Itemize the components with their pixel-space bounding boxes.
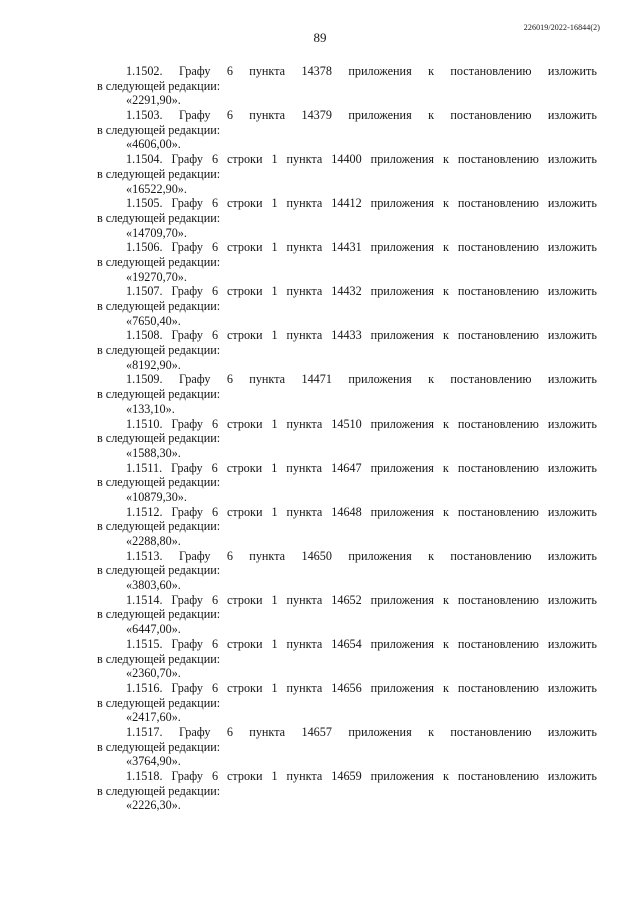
instruction-word: постановлению bbox=[450, 108, 532, 123]
instruction-word: строки bbox=[226, 460, 263, 475]
instruction-word: изложить bbox=[547, 284, 597, 299]
instruction-word: 1.1503. bbox=[126, 108, 163, 123]
instruction-word: пункта bbox=[286, 680, 323, 695]
instruction-word: 14652 bbox=[331, 592, 362, 607]
instruction-word: изложить bbox=[547, 724, 597, 739]
amendment-continuation: в следующей редакции: bbox=[97, 254, 221, 269]
instruction-word: к bbox=[442, 769, 449, 783]
instruction-word: постановлению bbox=[457, 152, 539, 167]
instruction-word: к bbox=[442, 328, 449, 343]
instruction-word: 1 bbox=[271, 196, 278, 211]
instruction-word: Графу bbox=[178, 108, 211, 123]
instruction-word: 6 bbox=[211, 152, 219, 167]
instruction-word: 1 bbox=[271, 416, 278, 431]
instruction-word: к bbox=[442, 196, 449, 211]
instruction-word: строки bbox=[226, 636, 263, 651]
instruction-word: постановлению bbox=[457, 416, 539, 431]
instruction-word: постановлению bbox=[450, 372, 532, 387]
amendment-item bbox=[97, 196, 597, 240]
instruction-word: приложения bbox=[370, 416, 435, 431]
instruction-word: 1.1516. bbox=[126, 680, 163, 695]
instruction-word: 1 bbox=[271, 240, 278, 255]
instruction-word: 1.1515. bbox=[126, 636, 163, 651]
instruction-word: 1.1513. bbox=[126, 548, 163, 563]
instruction-word: Графу bbox=[171, 416, 203, 431]
instruction-word: изложить bbox=[547, 240, 597, 255]
instruction-word: к bbox=[428, 548, 434, 563]
instruction-word: пункта bbox=[249, 64, 286, 78]
instruction-word: Графу bbox=[171, 240, 203, 255]
instruction-word: изложить bbox=[547, 460, 597, 475]
instruction-word: 6 bbox=[211, 416, 219, 431]
amendment-item bbox=[97, 593, 597, 637]
instruction-word: 6 bbox=[211, 240, 219, 255]
amendment-instruction-line bbox=[97, 417, 597, 432]
instruction-word: к bbox=[442, 680, 449, 695]
instruction-word: 1.1506. bbox=[126, 240, 163, 255]
instruction-word: приложения bbox=[370, 196, 435, 211]
instruction-word: приложения bbox=[370, 152, 435, 167]
instruction-word: строки bbox=[226, 416, 263, 431]
instruction-word: 14657 bbox=[301, 724, 332, 739]
instruction-word: изложить bbox=[547, 592, 597, 607]
amendment-continuation: в следующей редакции: bbox=[97, 519, 221, 534]
amendment-continuation: в следующей редакции: bbox=[97, 343, 221, 358]
amendment-item bbox=[97, 64, 597, 108]
amendment-item bbox=[97, 152, 597, 196]
instruction-word: постановлению bbox=[457, 240, 539, 255]
instruction-word: Графу bbox=[171, 769, 203, 783]
amendment-instruction-line bbox=[97, 196, 597, 211]
amendment-list bbox=[97, 64, 597, 813]
instruction-word: Графу bbox=[178, 548, 211, 563]
amendment-value: «2417,60». bbox=[126, 710, 181, 725]
instruction-word: пункта bbox=[286, 769, 323, 783]
instruction-word: приложения bbox=[370, 460, 434, 475]
amendment-value: «133,10». bbox=[126, 401, 175, 416]
instruction-word: к bbox=[428, 372, 434, 387]
instruction-word: строки bbox=[226, 680, 263, 695]
instruction-word: 1.1507. bbox=[126, 284, 163, 299]
amendment-continuation: в следующей редакции: bbox=[97, 210, 221, 225]
amendment-continuation: в следующей редакции: bbox=[97, 387, 221, 402]
instruction-word: 6 bbox=[226, 108, 233, 123]
instruction-word: 1.1505. bbox=[126, 196, 163, 211]
instruction-word: изложить bbox=[547, 416, 597, 431]
amendment-item bbox=[97, 461, 597, 505]
instruction-word: 14656 bbox=[331, 680, 362, 695]
instruction-word: Графу bbox=[178, 372, 211, 387]
amendment-value: «1588,30». bbox=[126, 445, 181, 460]
amendment-instruction-line bbox=[97, 769, 597, 784]
amendment-instruction-line bbox=[97, 284, 597, 299]
instruction-word: 14378 bbox=[301, 64, 332, 78]
amendment-continuation: в следующей редакции: bbox=[97, 651, 221, 666]
instruction-word: Графу bbox=[171, 504, 203, 519]
amendment-instruction-line bbox=[97, 328, 597, 343]
instruction-word: 1.1511. bbox=[126, 460, 163, 475]
instruction-word: 6 bbox=[211, 769, 219, 783]
amendment-instruction-line bbox=[97, 461, 597, 476]
amendment-item bbox=[97, 549, 597, 593]
amendment-item bbox=[97, 108, 597, 152]
instruction-word: строки bbox=[226, 328, 263, 343]
instruction-word: приложения bbox=[370, 284, 435, 299]
amendment-value: «16522,90». bbox=[126, 181, 187, 196]
amendment-instruction-line bbox=[97, 681, 597, 696]
instruction-word: Графу bbox=[178, 64, 211, 78]
instruction-word: пункта bbox=[286, 504, 323, 519]
instruction-word: 14433 bbox=[331, 328, 362, 343]
amendment-value: «19270,70». bbox=[126, 269, 187, 284]
instruction-word: изложить bbox=[547, 636, 597, 651]
instruction-word: 1.1514. bbox=[126, 592, 163, 607]
instruction-word: строки bbox=[226, 592, 263, 607]
instruction-word: к bbox=[428, 108, 434, 123]
instruction-word: 1.1518. bbox=[126, 769, 163, 783]
instruction-word: пункта bbox=[286, 240, 323, 255]
instruction-word: пункта bbox=[286, 196, 323, 211]
amendment-value: «6447,00». bbox=[126, 622, 181, 637]
instruction-word: постановлению bbox=[457, 680, 539, 695]
instruction-word: изложить bbox=[547, 108, 597, 123]
instruction-word: 1.1508. bbox=[126, 328, 163, 343]
instruction-word: строки bbox=[226, 769, 263, 783]
instruction-word: пункта bbox=[286, 636, 323, 651]
instruction-word: 14379 bbox=[301, 108, 332, 123]
instruction-word: строки bbox=[226, 240, 263, 255]
instruction-word: к bbox=[442, 284, 449, 299]
instruction-word: 14400 bbox=[331, 152, 362, 167]
amendment-item bbox=[97, 372, 597, 416]
instruction-word: к bbox=[442, 636, 449, 651]
cropped-footer-text bbox=[266, 897, 426, 907]
instruction-word: 1 bbox=[271, 636, 278, 651]
instruction-word: постановлению bbox=[457, 636, 539, 651]
amendment-instruction-line bbox=[97, 152, 597, 167]
instruction-word: к bbox=[442, 240, 449, 255]
instruction-word: 1 bbox=[271, 460, 278, 475]
instruction-word: Графу bbox=[171, 460, 203, 475]
instruction-word: изложить bbox=[547, 196, 597, 211]
instruction-word: 1.1517. bbox=[126, 724, 163, 739]
instruction-word: 1.1512. bbox=[126, 504, 163, 519]
amendment-continuation: в следующей редакции: bbox=[97, 475, 221, 490]
instruction-word: 6 bbox=[226, 724, 233, 739]
amendment-instruction-line bbox=[97, 240, 597, 255]
amendment-instruction-line bbox=[97, 725, 597, 740]
amendment-item bbox=[97, 240, 597, 284]
amendment-value: «8192,90». bbox=[126, 357, 181, 372]
instruction-word: к bbox=[428, 724, 434, 739]
instruction-word: приложения bbox=[348, 64, 412, 78]
instruction-word: 14510 bbox=[331, 416, 362, 431]
amendment-item bbox=[97, 284, 597, 328]
instruction-word: 14431 bbox=[331, 240, 362, 255]
amendment-item bbox=[97, 637, 597, 681]
instruction-word: приложения bbox=[370, 680, 435, 695]
instruction-word: пункта bbox=[286, 460, 323, 475]
instruction-word: постановлению bbox=[457, 284, 539, 299]
amendment-item bbox=[97, 681, 597, 725]
instruction-word: Графу bbox=[171, 196, 203, 211]
instruction-word: приложения bbox=[370, 636, 435, 651]
instruction-word: пункта bbox=[286, 152, 323, 167]
instruction-word: 14647 bbox=[331, 460, 362, 475]
instruction-word: к bbox=[442, 504, 449, 519]
amendment-value: «3764,90». bbox=[126, 754, 181, 769]
instruction-word: изложить bbox=[547, 64, 597, 78]
instruction-word: приложения bbox=[348, 372, 412, 387]
amendment-value: «7650,40». bbox=[126, 313, 181, 328]
amendment-continuation: в следующей редакции: bbox=[97, 122, 221, 137]
amendment-continuation: в следующей редакции: bbox=[97, 78, 221, 93]
instruction-word: приложения bbox=[348, 108, 412, 123]
instruction-word: изложить bbox=[547, 152, 597, 167]
amendment-instruction-line bbox=[97, 593, 597, 608]
instruction-word: приложения bbox=[370, 240, 435, 255]
instruction-word: к bbox=[442, 416, 449, 431]
instruction-word: 6 bbox=[211, 328, 219, 343]
instruction-word: пункта bbox=[286, 328, 323, 343]
instruction-word: пункта bbox=[286, 284, 323, 299]
instruction-word: пункта bbox=[249, 724, 286, 739]
instruction-word: строки bbox=[226, 504, 263, 519]
instruction-word: 6 bbox=[226, 548, 233, 563]
instruction-word: пункта bbox=[286, 592, 323, 607]
instruction-word: постановлению bbox=[450, 64, 532, 78]
instruction-word: пункта bbox=[286, 416, 323, 431]
amendment-value: «3803,60». bbox=[126, 578, 181, 593]
instruction-word: 6 bbox=[211, 284, 219, 299]
instruction-word: к bbox=[442, 592, 449, 607]
instruction-word: Графу bbox=[171, 152, 203, 167]
instruction-word: 6 bbox=[211, 460, 218, 475]
instruction-word: строки bbox=[226, 284, 263, 299]
instruction-word: приложения bbox=[370, 328, 435, 343]
instruction-word: Графу bbox=[171, 680, 203, 695]
instruction-word: 6 bbox=[211, 196, 219, 211]
instruction-word: приложения bbox=[370, 504, 435, 519]
amendment-item bbox=[97, 417, 597, 461]
instruction-word: 6 bbox=[226, 64, 233, 78]
amendment-value: «2226,30». bbox=[126, 798, 181, 813]
amendment-value: «4606,00». bbox=[126, 137, 181, 152]
instruction-word: строки bbox=[226, 196, 263, 211]
instruction-word: 1.1509. bbox=[126, 372, 163, 387]
amendment-continuation: в следующей редакции: bbox=[97, 607, 221, 622]
amendment-instruction-line bbox=[97, 64, 597, 79]
instruction-word: постановлению bbox=[457, 196, 539, 211]
amendment-continuation: в следующей редакции: bbox=[97, 783, 221, 798]
instruction-word: постановлению bbox=[457, 592, 539, 607]
instruction-word: приложения bbox=[348, 548, 412, 563]
instruction-word: пункта bbox=[249, 548, 286, 563]
instruction-word: 1.1502. bbox=[126, 64, 163, 78]
amendment-continuation: в следующей редакции: bbox=[97, 739, 221, 754]
instruction-word: 14432 bbox=[331, 284, 362, 299]
amendment-item bbox=[97, 725, 597, 769]
amendment-item bbox=[97, 328, 597, 372]
instruction-word: к bbox=[442, 152, 449, 167]
instruction-word: Графу bbox=[171, 592, 203, 607]
instruction-word: Графу bbox=[171, 328, 203, 343]
amendment-continuation: в следующей редакции: bbox=[97, 431, 221, 446]
instruction-word: изложить bbox=[547, 328, 597, 343]
instruction-word: 14654 bbox=[331, 636, 362, 651]
amendment-value: «2288,80». bbox=[126, 534, 181, 548]
instruction-word: 1 bbox=[271, 592, 278, 607]
instruction-word: пункта bbox=[249, 108, 286, 123]
amendment-item bbox=[97, 505, 597, 549]
instruction-word: строки bbox=[226, 152, 263, 167]
amendment-instruction-line bbox=[97, 108, 597, 123]
instruction-word: 1 bbox=[271, 769, 278, 783]
amendment-instruction-line bbox=[97, 372, 597, 387]
instruction-word: 1 bbox=[271, 152, 278, 167]
instruction-word: приложения bbox=[370, 592, 435, 607]
instruction-word: постановлению bbox=[457, 460, 539, 475]
instruction-word: 6 bbox=[226, 372, 233, 387]
amendment-value: «10879,30». bbox=[126, 489, 187, 504]
amendment-continuation: в следующей редакции: bbox=[97, 299, 221, 313]
instruction-word: 6 bbox=[211, 504, 219, 519]
amendment-continuation: в следующей редакции: bbox=[97, 695, 221, 710]
instruction-word: Графу bbox=[171, 636, 203, 651]
instruction-word: 1 bbox=[271, 328, 278, 343]
instruction-word: пункта bbox=[249, 372, 286, 387]
instruction-word: к bbox=[428, 64, 434, 78]
amendment-instruction-line bbox=[97, 505, 597, 520]
instruction-word: 1 bbox=[271, 680, 278, 695]
instruction-word: 14471 bbox=[301, 372, 332, 387]
instruction-word: 1 bbox=[271, 504, 278, 519]
instruction-word: к bbox=[442, 460, 449, 475]
amendment-continuation: в следующей редакции: bbox=[97, 563, 221, 578]
instruction-word: 6 bbox=[211, 636, 219, 651]
instruction-word: изложить bbox=[547, 504, 597, 519]
instruction-word: приложения bbox=[370, 769, 435, 783]
amendment-instruction-line bbox=[97, 549, 597, 564]
instruction-word: изложить bbox=[547, 680, 597, 695]
instruction-word: 1.1510. bbox=[126, 416, 163, 431]
instruction-word: Графу bbox=[171, 284, 203, 299]
instruction-word: постановлению bbox=[457, 504, 539, 519]
instruction-word: постановлению bbox=[457, 328, 539, 343]
instruction-word: изложить bbox=[547, 548, 597, 563]
instruction-word: 14412 bbox=[331, 196, 362, 211]
amendment-instruction-line bbox=[97, 637, 597, 652]
instruction-word: Графу bbox=[178, 724, 211, 739]
instruction-word: постановлению bbox=[457, 769, 539, 783]
instruction-word: постановлению bbox=[450, 724, 532, 739]
instruction-word: изложить bbox=[547, 769, 597, 783]
amendment-value: «2291,90». bbox=[126, 93, 181, 108]
document-code: 226019/2022-16844(2) bbox=[523, 23, 600, 32]
page-number: 89 bbox=[313, 30, 327, 45]
instruction-word: приложения bbox=[348, 724, 412, 739]
amendment-value: «14709,70». bbox=[126, 225, 187, 240]
instruction-word: 1.1504. bbox=[126, 152, 163, 167]
instruction-word: 14650 bbox=[301, 548, 332, 563]
instruction-word: 1 bbox=[271, 284, 278, 299]
instruction-word: постановлению bbox=[450, 548, 532, 563]
instruction-word: 6 bbox=[211, 592, 219, 607]
instruction-word: изложить bbox=[547, 372, 597, 387]
instruction-word: 6 bbox=[211, 680, 219, 695]
amendment-continuation: в следующей редакции: bbox=[97, 166, 221, 181]
amendment-item bbox=[97, 769, 597, 813]
instruction-word: 14659 bbox=[331, 769, 362, 783]
instruction-word: 14648 bbox=[331, 504, 362, 519]
amendment-value: «2360,70». bbox=[126, 666, 181, 681]
